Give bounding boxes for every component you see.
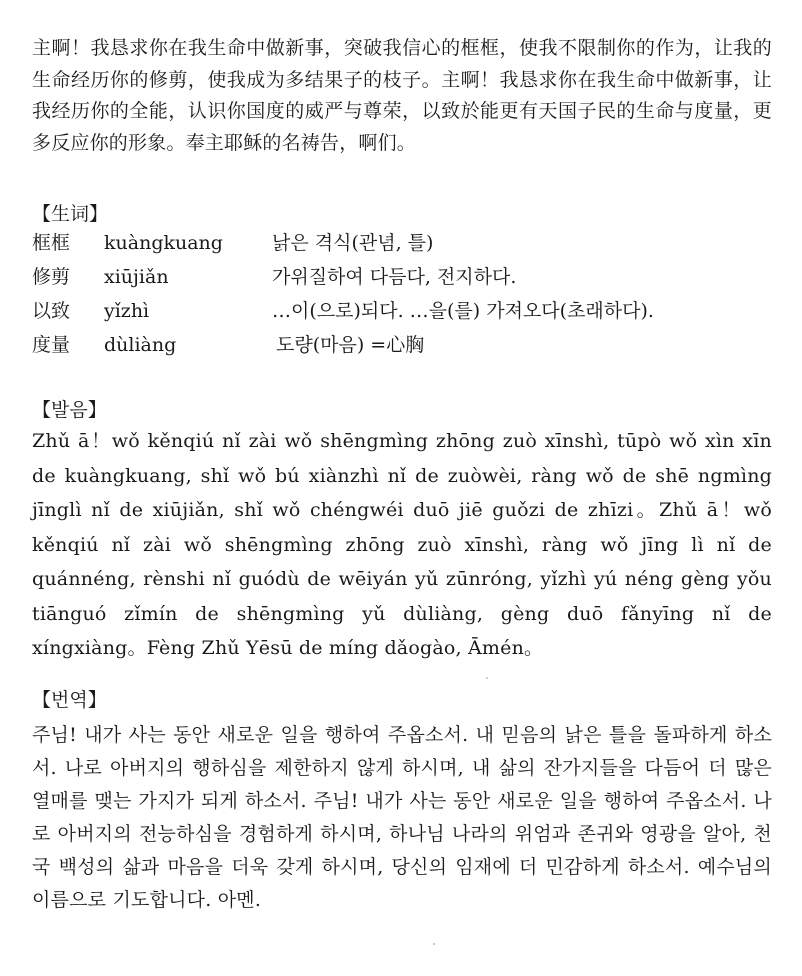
vocab-word: 度量 [32,334,71,356]
vocab-row [32,330,772,364]
prayer-chinese-paragraph: 主啊！我恳求你在我生命中做新事，突破我信心的框框，使我不限制你的作为，让我的生命经历你的修剪，使我成为多结果子的枝子。主啊！我恳求你在我生命中做新事，让我经历你的全能，认识你国度的威严与尊荣，以致於能更有天国子民的生命与度量，更多反应你的形象。奉主耶稣的名祷告，啊们。 [32,37,772,154]
vocab-row [32,262,772,296]
translation-section-title: 【번역】 [32,689,107,711]
pronunciation-paragraph: Zhǔ ā！wǒ kěnqiú nǐ zài wǒ shēngmìng zhōng zuò xīnshì, tūpò wǒ xìn xīn de kuàngkuang, shǐ wǒ bú xiànzhì nǐ de zuòwèi, ràng wǒ de shē ngmìng jīnglì nǐ de xiūjiǎn, shǐ wǒ chéngwéi duō jiē guǒzi de zhīzi。Zhǔ ā！wǒ kěnqiú nǐ zài wǒ shēngmìng zhōng zuò xīnshì, ràng wǒ jīng lì nǐ de quánnéng, rènshi nǐ guódù de wēiyán yǔ zūnróng, yǐzhì yú néng gèng yǒu tiānguó zǐmín de shēngmìng yǔ dùliàng, gèng duō fǎnyīng nǐ de xíngxiàng。Fèng Zhǔ Yēsū de míng dǎogào, Āmén。 [32,430,772,659]
vocab-row [32,228,772,262]
vocab-word: 框框 [32,232,71,254]
vocab-list [32,228,772,364]
translation-paragraph: 주님! 내가 사는 동안 새로운 일을 행하여 주옵소서. 내 믿음의 낡은 틀을 돌파하게 하소서. 나로 아버지의 행하심을 제한하지 않게 하시며, 내 삶의 잔가지들을 다듬어 더 많은 열매를 맺는 가지가 되게 하소서. 주님! 내가 사는 동안 새로운 일을 행하여 주옵소서. 나로 아버지의 전능하심을 경험하게 하시며, 하나님 나라의 위엄과 존귀와 영광을 알아, 천국 백성의 삶과 마음을 더욱 갖게 하시며, 당신의 임재에 더 민감하게 하소서. 예수님의 이름으로 기도합니다. 아멘. [32,724,772,911]
vocab-word: 修剪 [32,266,71,288]
vocab-pinyin: yǐzhì [104,300,150,322]
pronunciation-section-title: 【발음】 [32,399,107,421]
vocab-meaning: …이(으로)되다. …을(를) 가져오다(초래하다). [272,300,654,322]
vocab-row [32,296,772,330]
scan-speck [433,943,435,945]
scan-speck [486,677,488,679]
vocab-word: 以致 [32,300,71,322]
vocab-meaning: 가위질하여 다듬다, 전지하다. [272,266,517,288]
vocab-pinyin: xiūjiǎn [104,266,169,288]
vocab-meaning: 낡은 격식(관념, 틀) [272,232,434,254]
vocab-pinyin: dùliàng [104,334,177,356]
vocab-meaning: 도량(마음) =心胸 [276,334,425,356]
vocab-pinyin: kuàngkuang [104,232,223,254]
vocab-section-title: 【生词】 [32,203,109,225]
